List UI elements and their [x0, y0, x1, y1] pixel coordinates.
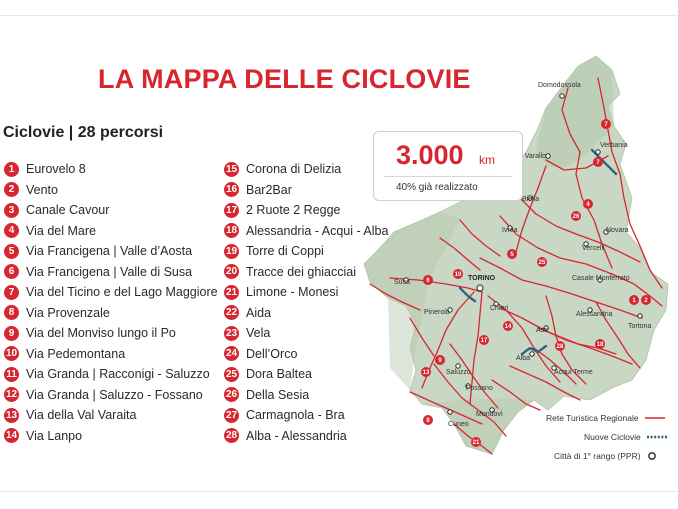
route-marker-28: [555, 341, 565, 351]
route-marker-25: [537, 257, 547, 267]
route-name: Via del Monviso lungo il Po: [26, 326, 176, 341]
route-item[interactable]: [4, 385, 218, 406]
city-torino: TORINO: [468, 275, 496, 282]
legend-regional: [546, 412, 665, 424]
top-divider: [0, 15, 678, 16]
city-biella: Biella: [522, 196, 540, 203]
route-name: Dell’Orco: [246, 346, 298, 361]
route-number-badge: 11: [4, 367, 19, 382]
legend-new: [584, 431, 667, 443]
svg-text:2: 2: [644, 298, 648, 304]
city-casale: Casale Monferrato: [572, 275, 630, 282]
city-fossano: Fossano: [466, 385, 493, 392]
route-item[interactable]: [4, 221, 218, 242]
svg-text:7: 7: [604, 122, 608, 128]
route-number-badge: 5: [4, 244, 19, 259]
route-number-badge: 14: [5, 430, 18, 442]
city-vercelli: Vercelli: [582, 245, 605, 252]
route-marker-9: [435, 355, 445, 365]
city-mondovi: Mondovì: [476, 411, 503, 418]
svg-text:21: 21: [472, 440, 480, 446]
legend-cities-label: Città di 1° rango (PPR): [554, 451, 641, 461]
route-name: Via della Val Varaita: [26, 408, 137, 423]
route-number-badge: 6: [4, 264, 19, 279]
route-number-badge: 8: [4, 305, 19, 320]
legend-dotted-line-icon: [647, 434, 667, 440]
route-item[interactable]: [4, 159, 218, 180]
route-marker-2: [641, 295, 651, 305]
route-item[interactable]: [4, 241, 218, 262]
distance-value: 3.000: [396, 140, 464, 170]
svg-text:7: 7: [596, 160, 600, 166]
svg-text:17: 17: [480, 338, 488, 344]
route-name: Vento: [26, 182, 58, 197]
svg-text:10: 10: [454, 272, 462, 278]
route-name: Bar2Bar: [246, 182, 292, 197]
route-name: Via del Mare: [26, 223, 96, 238]
legend-cities: [554, 450, 657, 462]
route-number-badge: 18: [225, 225, 238, 237]
route-number-badge: 24: [225, 348, 238, 360]
route-marker-13: [421, 367, 431, 377]
legend-new-label: Nuove Ciclovie: [584, 432, 641, 442]
route-number-badge: 1: [4, 162, 19, 177]
page-title: LA MAPPA DELLE CICLOVIE: [98, 64, 471, 94]
routes-heading: Ciclovie | 28 percorsi: [3, 124, 164, 141]
route-name: Via del Ticino e del Lago Maggiore: [26, 285, 218, 300]
route-item[interactable]: [4, 262, 218, 283]
route-name: Aida: [246, 305, 272, 320]
route-item[interactable]: [4, 405, 218, 426]
route-marker-10: [453, 269, 463, 279]
route-number-badge: 25: [225, 368, 238, 380]
route-number-badge: 21: [225, 286, 238, 298]
route-number-badge: 15: [225, 163, 238, 175]
route-number-badge: 22: [225, 307, 238, 319]
city-pinerolo: Pinerolo: [424, 309, 450, 316]
route-name: Limone - Monesi: [246, 285, 339, 300]
route-item[interactable]: [4, 200, 218, 221]
route-number-badge: 27: [225, 409, 238, 421]
svg-text:26: 26: [572, 214, 580, 220]
route-name: Via Francigena | Valle d’Aosta: [26, 244, 193, 259]
route-name: Carmagnola - Bra: [246, 408, 345, 423]
distance-unit: km: [479, 153, 495, 167]
route-item[interactable]: [4, 180, 218, 201]
route-item[interactable]: [4, 364, 218, 385]
route-number-badge: 19: [225, 245, 238, 257]
legend-city-circle-icon: [647, 451, 657, 461]
city-saluzzo: Saluzzo: [446, 369, 471, 376]
city-acqui: Acqui Terme: [554, 369, 593, 376]
route-name: Vela: [246, 326, 271, 341]
route-name: Via Pedemontana: [26, 346, 126, 361]
city-verbania: Verbania: [600, 142, 628, 149]
svg-text:9: 9: [438, 358, 442, 364]
route-name: Via Granda | Saluzzo - Fossano: [26, 387, 203, 402]
city-novara: Novara: [606, 227, 629, 234]
route-item[interactable]: [4, 426, 218, 447]
route-number-badge: 3: [4, 203, 19, 218]
route-name: Eurovelo 8: [26, 162, 86, 177]
route-marker-7: [601, 119, 611, 129]
route-item[interactable]: [4, 344, 218, 365]
svg-text:13: 13: [422, 370, 430, 376]
svg-text:14: 14: [504, 324, 512, 330]
route-name: Via Lanpo: [26, 428, 83, 443]
svg-text:8: 8: [426, 418, 430, 424]
city-varallo: Varallo: [524, 153, 546, 160]
route-name: Dora Baltea: [246, 367, 313, 382]
route-name: Via Provenzale: [26, 305, 110, 320]
city-domodossola: Domodossola: [538, 82, 581, 89]
route-marker-4: [583, 199, 593, 209]
legend-red-line-icon: [645, 415, 665, 421]
city-alba: Alba: [516, 355, 531, 362]
route-number-badge: 17: [225, 204, 238, 216]
route-number-badge: 16: [225, 184, 238, 196]
city-cuneo: Cuneo: [448, 421, 469, 428]
city-tortona: Tortona: [628, 323, 652, 330]
route-name: 2 Ruote 2 Regge: [246, 203, 341, 218]
route-number-badge: 26: [225, 389, 238, 401]
legend-regional-label: Rete Turistica Regionale: [546, 413, 639, 423]
city-ivrea: Ivrea: [502, 227, 518, 234]
city-chieri: Chieri: [490, 305, 509, 312]
svg-text:18: 18: [596, 342, 604, 348]
svg-text:25: 25: [538, 260, 546, 266]
route-marker-1: [629, 295, 639, 305]
route-marker-6: [423, 275, 433, 285]
city-asti: Asti: [536, 327, 548, 334]
route-name: Via Francigena | Valle di Susa: [26, 264, 193, 279]
piemonte-map[interactable]: [350, 48, 678, 468]
route-marker-21: [471, 437, 481, 447]
routes-list-col1: [4, 159, 218, 446]
distance-stat-card: [373, 131, 523, 201]
route-number-badge: 10: [5, 348, 18, 360]
svg-text:4: 4: [586, 202, 590, 208]
route-marker-14: [503, 321, 513, 331]
route-name: Alba - Alessandria: [246, 428, 347, 443]
route-number-badge: 28: [225, 430, 238, 442]
route-item[interactable]: [4, 303, 218, 324]
route-name: Corona di Delizia: [246, 162, 342, 177]
route-number-badge: 12: [5, 389, 18, 401]
svg-text:1: 1: [632, 298, 636, 304]
route-number-badge: 9: [4, 326, 19, 341]
svg-text:6: 6: [426, 278, 430, 284]
route-number-badge: 23: [225, 327, 238, 339]
route-name: Torre di Coppi: [246, 244, 324, 259]
city-alessandria: Alessandria: [576, 311, 613, 318]
stat-divider: [384, 176, 512, 177]
svg-text:5: 5: [510, 252, 514, 258]
route-number-badge: 20: [225, 266, 238, 278]
route-name: Alessandria - Acqui - Alba: [246, 223, 389, 238]
route-number-badge: 2: [4, 182, 19, 197]
route-name: Canale Cavour: [26, 203, 110, 218]
route-marker-8: [423, 415, 433, 425]
route-item[interactable]: [4, 282, 218, 303]
svg-text:28: 28: [556, 344, 564, 350]
route-marker-17: [479, 335, 489, 345]
route-marker-18: [595, 339, 605, 349]
route-item[interactable]: [4, 323, 218, 344]
route-name: Tracce dei ghiacciai: [246, 264, 357, 279]
completion-note: 40% già realizzato: [396, 182, 478, 193]
route-number-badge: 7: [4, 285, 19, 300]
route-number-badge: 13: [5, 409, 18, 421]
route-name: Della Sesia: [246, 387, 310, 402]
route-number-badge: 4: [4, 223, 19, 238]
bottom-divider: [0, 491, 678, 492]
route-marker-26: [571, 211, 581, 221]
route-marker-7b: [593, 157, 603, 167]
route-marker-5: [507, 249, 517, 259]
city-susa: Susa: [394, 279, 410, 286]
route-name: Via Granda | Racconigi - Saluzzo: [26, 367, 210, 382]
